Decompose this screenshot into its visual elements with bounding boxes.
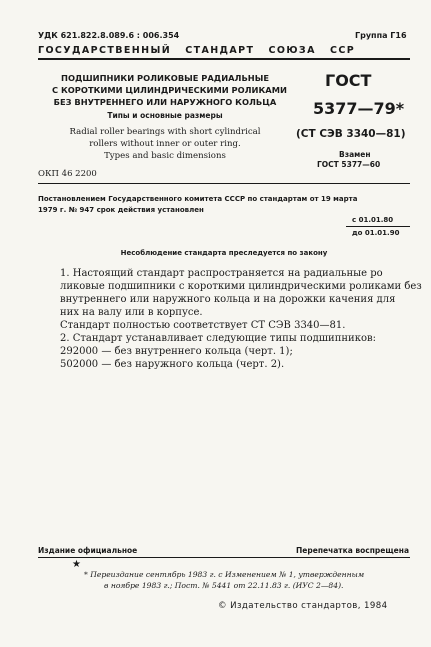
body-p3: 2. Стандарт устанавливает следующие типы подшипников: — [60, 333, 376, 344]
title-ru-subtitle: Типы и основные размеры — [107, 111, 223, 120]
decree-line2: 1979 г. № 947 срок действия установлен — [38, 206, 204, 214]
decree-line1: Постановлением Государственного комитета СССР по стандартам от 19 марта — [38, 195, 358, 203]
footer-rule — [38, 557, 410, 558]
gost-number: 5377—79* — [313, 99, 405, 118]
group-code: Группа Г16 — [355, 31, 407, 40]
header-rule — [38, 58, 410, 60]
body-p1-line2: ликовые подшипники с короткими цилиндрическими роликами без — [60, 281, 422, 292]
title-ru-line1: ПОДШИПНИКИ РОЛИКОВЫЕ РАДИАЛЬНЫЕ — [61, 73, 269, 83]
cev-number: (СТ СЭВ 3340—81) — [296, 128, 406, 140]
title-en-line3: Types and basic dimensions — [104, 151, 226, 161]
title-ru-line3: БЕЗ ВНУТРЕННЕГО ИЛИ НАРУЖНОГО КОЛЬЦА — [53, 97, 277, 107]
replaces-label: Взамен — [339, 150, 371, 159]
decree-to: до 01.01.90 — [352, 229, 400, 237]
gost-label: ГОСТ — [325, 71, 372, 90]
decree-from-rule — [346, 226, 410, 227]
footnote-star: ★ — [72, 559, 81, 570]
body-p4: 292000 — без внутреннего кольца (черт. 1); — [60, 346, 293, 357]
body-p1-line1: 1. Настоящий стандарт распространяется на радиальные ро — [60, 268, 383, 279]
law-warning: Несоблюдение стандарта преследуется по закону — [120, 249, 328, 257]
udk-code: УДК 621.822.8.089.6 : 006.354 — [38, 31, 180, 40]
state-standard-heading: ГОСУДАРСТВЕННЫЙ СТАНДАРТ СОЮЗА ССР — [38, 45, 356, 56]
body-p1-line3: внутреннего или наружного кольца и на дорожки качения для — [60, 294, 396, 305]
official-edition: Издание официальное — [38, 546, 138, 555]
footnote-line1: * Переиздание сентябрь 1983 г. с Изменением № 1, утвержденным — [84, 570, 365, 579]
copyright: © Издательство стандартов, 1984 — [218, 601, 388, 611]
footnote-line2: в ноябре 1983 г.; Пост. № 5441 от 22.11.83 г. (ИУС 2—84). — [104, 581, 344, 590]
replaces-value: ГОСТ 5377—60 — [317, 160, 381, 169]
okp-code: ОКП 46 2200 — [38, 169, 97, 179]
title-en-line2: rollers without inner or outer ring. — [89, 139, 241, 149]
body-p5: 502000 — без наружного кольца (черт. 2). — [60, 359, 285, 370]
reprint-prohibited: Перепечатка воспрещена — [296, 546, 410, 555]
okp-rule — [38, 183, 410, 184]
body-p2: Стандарт полностью соответствует СТ СЭВ 3340—81. — [60, 320, 346, 331]
title-ru-line2: С КОРОТКИМИ ЦИЛИНДРИЧЕСКИМИ РОЛИКАМИ — [52, 85, 287, 95]
body-p1-line4: них на валу или в корпусе. — [60, 307, 203, 318]
decree-from: с 01.01.80 — [352, 216, 394, 224]
title-en-line1: Radial roller bearings with short cylindrical — [69, 127, 261, 137]
